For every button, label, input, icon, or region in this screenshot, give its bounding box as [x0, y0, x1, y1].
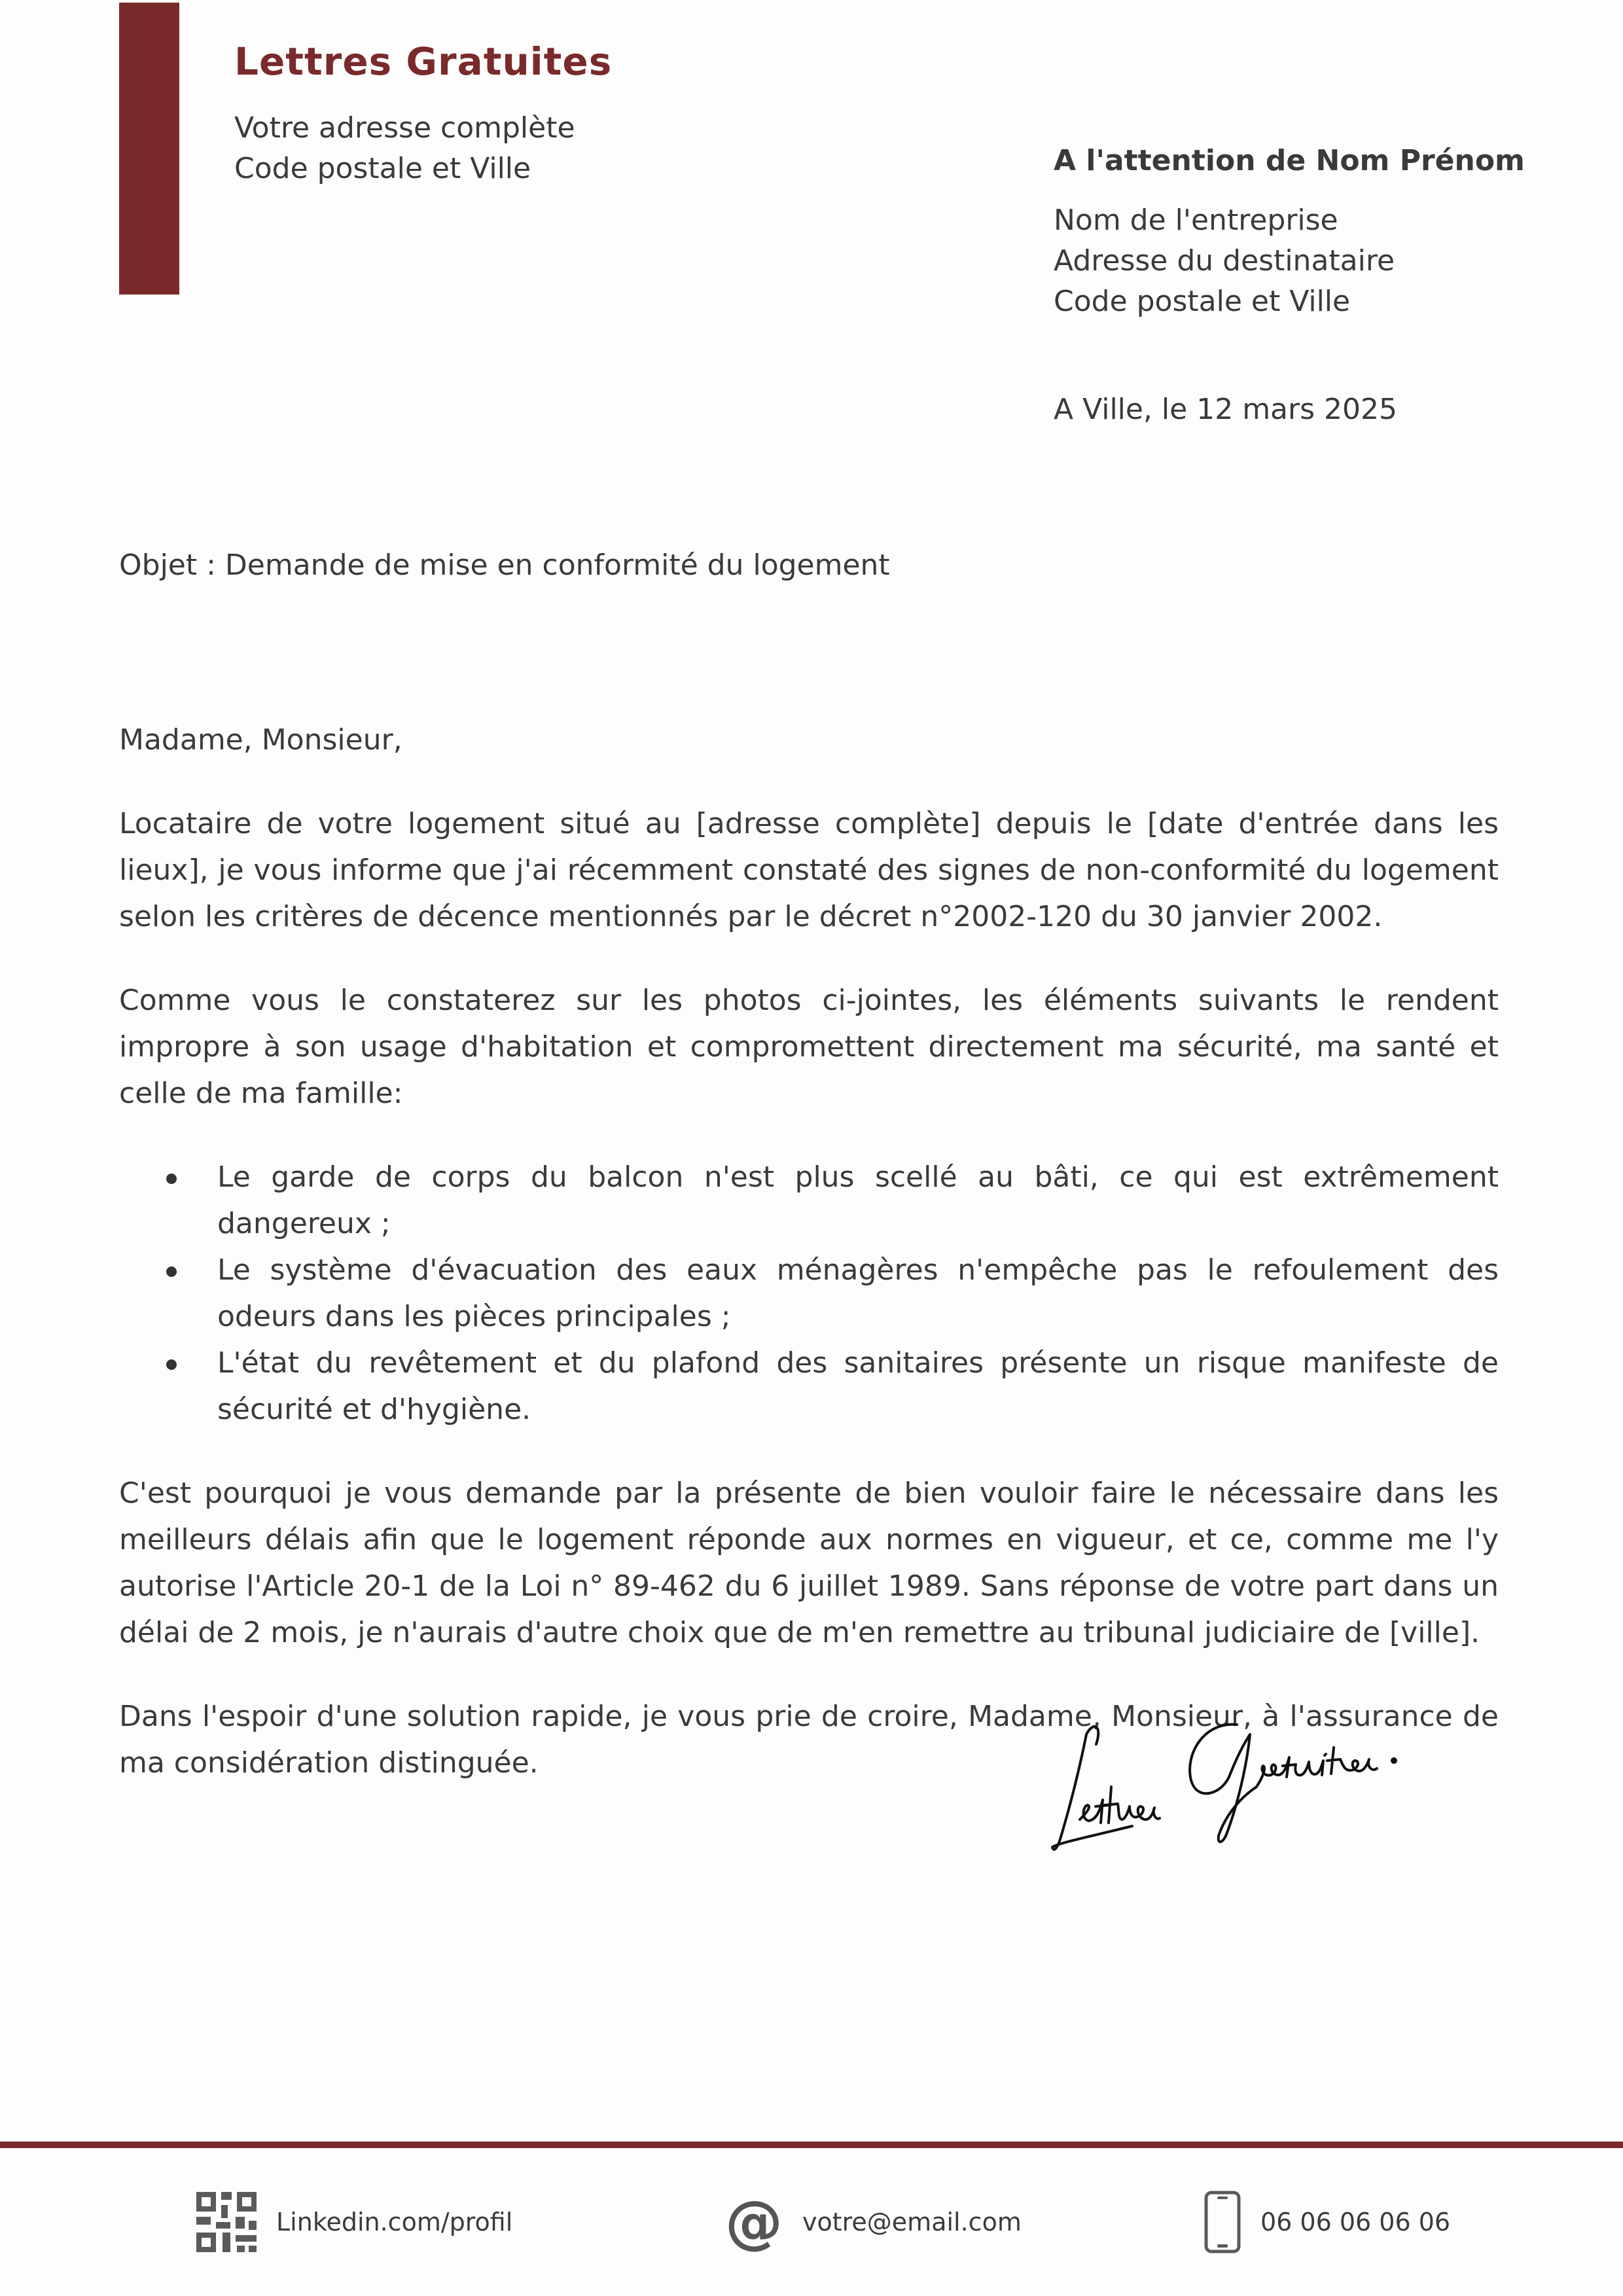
list-item [217, 1247, 1499, 1340]
list-item [217, 1154, 1499, 1247]
footer-linkedin-text: Linkedin.com/profil [276, 2208, 513, 2236]
letter-subject: Objet : Demande de mise en conformité du logement [119, 548, 890, 582]
recipient-city: Code postale et Ville [1054, 285, 1351, 318]
sender-address-line: Votre adresse complète [234, 111, 575, 145]
greeting: Madame, Monsieur, [119, 723, 402, 757]
recipient-attention: A l'attention de Nom Prénom [1054, 144, 1525, 177]
sender-address [234, 108, 575, 189]
body-paragraph-2: Comme vous le constaterez sur les photos ci-jointes, les éléments suivants le rendent impropre à son usage d'habitation et compromettent directement ma sécurité, ma santé et celle de ma famille: [119, 984, 1499, 1110]
bullet-dot [166, 1359, 177, 1370]
footer-email-text: votre@email.com [802, 2208, 1022, 2236]
list-item-text: L'état du revêtement et du plafond des sanitaires présente un risque manifeste de sécurité et d'hygiène. [217, 1346, 1499, 1426]
body-paragraph-1: Locataire de votre logement situé au [adresse complète] depuis le [date d'entrée dans les lieux], je vous informe que j'ai récemment constaté des signes de non-conformité du logement selon les critères de décence mentionnés par le décret n°2002-120 du 30 janvier 2002. [119, 807, 1499, 933]
body-paragraph-4: Dans l'espoir d'une solution rapide, je vous prie de croire, Madame, Monsieur, à l'assurance de ma considération distinguée. [119, 1700, 1499, 1780]
list-item-text: Le garde de corps du balcon n'est plus scellé au bâti, ce qui est extrêmement dangereux ; [217, 1160, 1499, 1240]
sender-city-line: Code postale et Ville [234, 152, 531, 185]
footer-email [725, 2189, 1022, 2255]
handwritten-signature [1041, 1695, 1433, 1865]
recipient-street: Adresse du destinataire [1054, 244, 1395, 278]
list-item-text: Le système d'évacuation des eaux ménagères n'empêche pas le refoulement des odeurs dans les pièces principales ; [217, 1253, 1499, 1333]
recipient-company: Nom de l'entreprise [1054, 204, 1338, 237]
letter-body [119, 717, 1499, 1823]
footer-divider [0, 2142, 1623, 2148]
footer-phone [1204, 2189, 1450, 2255]
footer-linkedin [196, 2189, 512, 2255]
brand-title: Lettres Gratuites [234, 39, 613, 84]
bullet-dot [166, 1174, 177, 1184]
recipient-address [1054, 200, 1395, 322]
qr-code-icon [196, 2192, 257, 2252]
at-sign-icon: @ [725, 2188, 783, 2255]
footer-phone-text: 06 06 06 06 06 [1260, 2208, 1451, 2236]
smartphone-icon [1204, 2191, 1241, 2253]
body-paragraph-3: C'est pourquoi je vous demande par la présente de bien vouloir faire le nécessaire dans les meilleurs délais afin que le logement réponde aux normes en vigueur, et ce, comme me l'y autorise l'Article 20-1 de la Loi n° 89-462 du 6 juillet 1989. Sans réponse de votre part dans un délai de 2 mois, je n'aurais d'autre choix que de m'en remettre au tribunal judiciaire de [ville]. [119, 1477, 1499, 1649]
header-accent-bar [119, 3, 179, 295]
bullet-dot [166, 1266, 177, 1277]
issues-list [119, 1154, 1499, 1433]
letter-date: A Ville, le 12 mars 2025 [1054, 393, 1397, 426]
list-item [217, 1340, 1499, 1433]
